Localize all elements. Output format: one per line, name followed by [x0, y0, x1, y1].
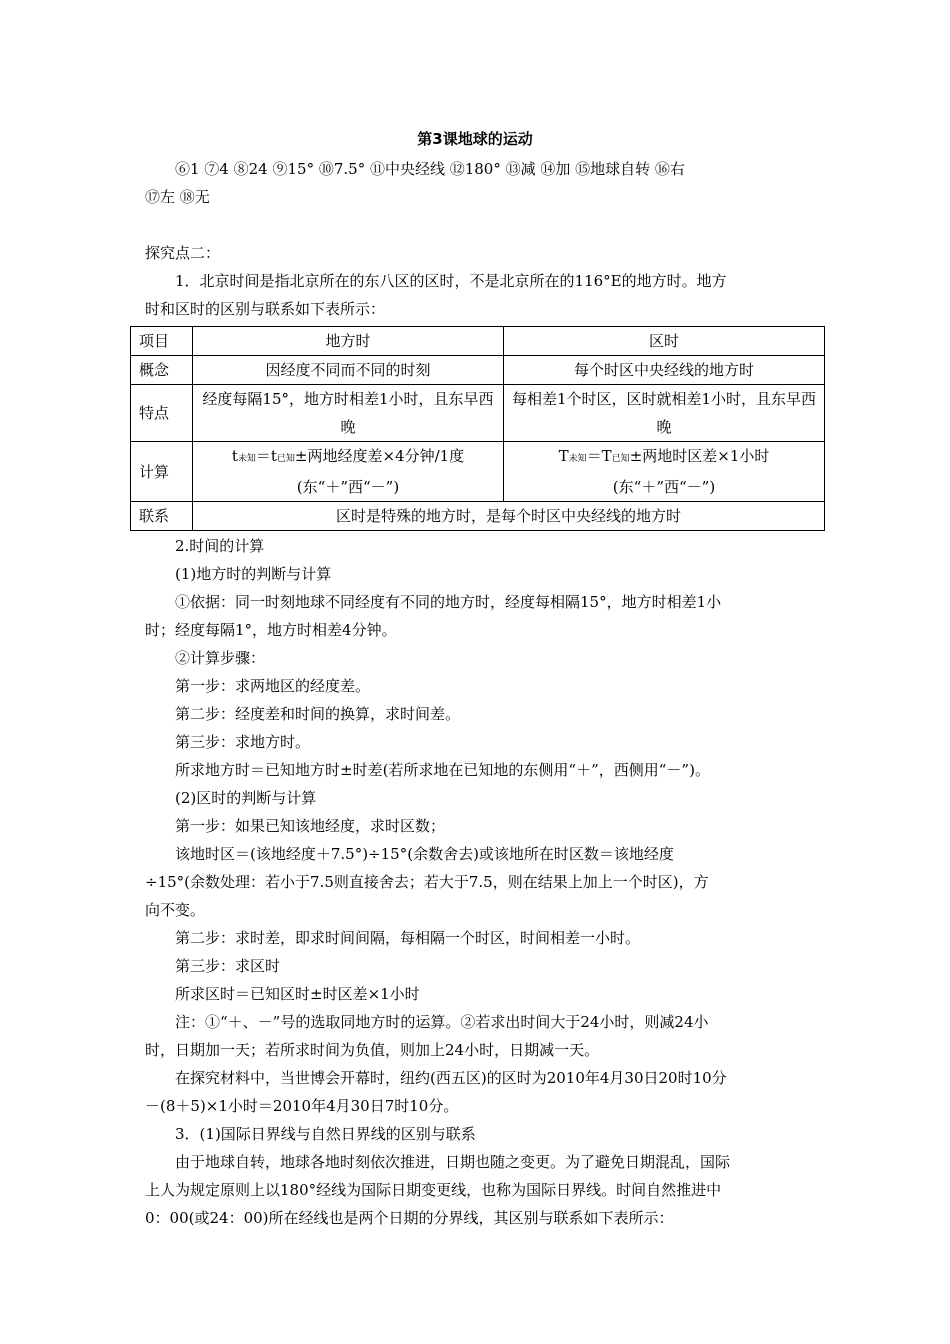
- paragraph-line: ①依据：同一时刻地球不同经度有不同的地方时，经度每相隔15°，地方时相差1小: [175, 593, 722, 611]
- table-header-cell: 项目: [131, 327, 193, 356]
- table-header-cell: 区时: [504, 327, 825, 356]
- paragraph-line: 所求区时＝已知区时±时区差×1小时: [175, 985, 420, 1003]
- paragraph-line: 第三步：求区时: [175, 957, 281, 975]
- table-row: [131, 442, 825, 502]
- row-label: 计算: [131, 442, 193, 502]
- paragraph-line: 第一步：求两地区的经度差。: [175, 677, 371, 695]
- paragraph-line: ②计算步骤：: [175, 649, 266, 667]
- formula-subscript: 已知: [276, 454, 295, 464]
- table-cell: [504, 442, 825, 502]
- row-label: 联系: [131, 502, 193, 531]
- table-row: [131, 356, 825, 385]
- table-cell: 经度每隔15°，地方时相差1小时，且东早西晚: [193, 385, 504, 442]
- paragraph-line: 第一步：如果已知该地经度，求时区数；: [175, 817, 446, 835]
- formula-text: t: [231, 447, 238, 465]
- paragraph-line: 时和区时的区别与联系如下表所示：: [145, 300, 386, 318]
- row-label: 特点: [131, 385, 193, 442]
- formula-subscript: 未知: [568, 454, 587, 464]
- paragraph-line: 时；经度每隔1°，地方时相差4分钟。: [145, 621, 397, 639]
- paragraph-line: 在探究材料中，当世博会开幕时，纽约(西五区)的区时为2010年4月30日20时10分: [175, 1069, 727, 1087]
- paragraph-line: (2)区时的判断与计算: [175, 789, 317, 807]
- paragraph-line: 0：00(或24：00)所在经线也是两个日期的分界线，其区别与联系如下表所示：: [145, 1209, 674, 1227]
- paragraph-line: 2.时间的计算: [175, 537, 265, 555]
- formula-subscript: 已知: [611, 454, 630, 464]
- paragraph-line: (1)地方时的判断与计算: [175, 565, 332, 583]
- answer-line: ⑰左 ⑱无: [145, 188, 210, 206]
- table-cell: 区时是特殊的地方时，是每个时区中央经线的地方时: [193, 502, 825, 531]
- table-row: [131, 385, 825, 442]
- paragraph-line: 第二步：求时差，即求时间间隔，每相隔一个时区，时间相差一小时。: [175, 929, 641, 947]
- formula-subscript: 未知: [237, 454, 256, 464]
- table-row: [131, 502, 825, 531]
- table-header-row: [131, 327, 825, 356]
- lesson-title: 第3课地球的运动: [417, 130, 533, 148]
- paragraph-line: 向不变。: [145, 901, 206, 919]
- answer-line: ⑥1 ⑦4 ⑧24 ⑨15° ⑩7.5° ⑪中央经线 ⑫180° ⑬减 ⑭加 ⑮地球自转 ⑯右: [175, 160, 685, 178]
- formula-text: ±两地时区差×1小时(东“＋”西“－”): [612, 447, 770, 496]
- paragraph-line: 上人为规定原则上以180°经线为国际日期变更线，也称为国际日界线。时间自然推进中: [145, 1181, 722, 1199]
- table-cell: 每个时区中央经线的地方时: [504, 356, 825, 385]
- paragraph-line: 1．北京时间是指北京所在的东八区的区时，不是北京所在的116°E的地方时。地方: [175, 272, 727, 290]
- paragraph-line: 该地时区＝(该地经度＋7.5°)÷15°(余数舍去)或该地所在时区数＝该地经度: [175, 845, 674, 863]
- paragraph-line: 第二步：经度差和时间的换算，求时间差。: [175, 705, 461, 723]
- paragraph-line: 所求地方时＝已知地方时±时差(若所求地在已知地的东侧用“＋”，西侧用“－”)。: [175, 761, 710, 779]
- comparison-table: [130, 326, 825, 531]
- paragraph-line: 3．(1)国际日界线与自然日界线的区别与联系: [175, 1125, 476, 1143]
- section-heading: 探究点二：: [145, 244, 221, 262]
- paragraph-line: 由于地球自转，地球各地时刻依次推进，日期也随之变更。为了避免日期混乱，国际: [175, 1153, 731, 1171]
- table-cell: 每相差1个时区，区时就相差1小时，且东早西晚: [504, 385, 825, 442]
- formula-text: ±两地经度差×4分钟/1度(东“＋”西“－”): [294, 447, 465, 496]
- formula-text: T: [558, 447, 569, 465]
- formula-text: ＝T: [586, 447, 612, 465]
- table-header-cell: 地方时: [193, 327, 504, 356]
- paragraph-line: －(8＋5)×1小时＝2010年4月30日7时10分。: [145, 1097, 459, 1115]
- table-cell: [193, 442, 504, 502]
- paragraph-line: ÷15°(余数处理：若小于7.5则直接舍去；若大于7.5，则在结果上加上一个时区)，方: [145, 873, 709, 891]
- formula-text: ＝t: [255, 447, 277, 465]
- row-label: 概念: [131, 356, 193, 385]
- paragraph-line: 注：①“＋、－”号的选取同地方时的运算。②若求出时间大于24小时，则减24小: [175, 1013, 709, 1031]
- paragraph-line: 第三步：求地方时。: [175, 733, 311, 751]
- paragraph-line: 时，日期加一天；若所求时间为负值，则加上24小时，日期减一天。: [145, 1041, 600, 1059]
- table-cell: 因经度不同而不同的时刻: [193, 356, 504, 385]
